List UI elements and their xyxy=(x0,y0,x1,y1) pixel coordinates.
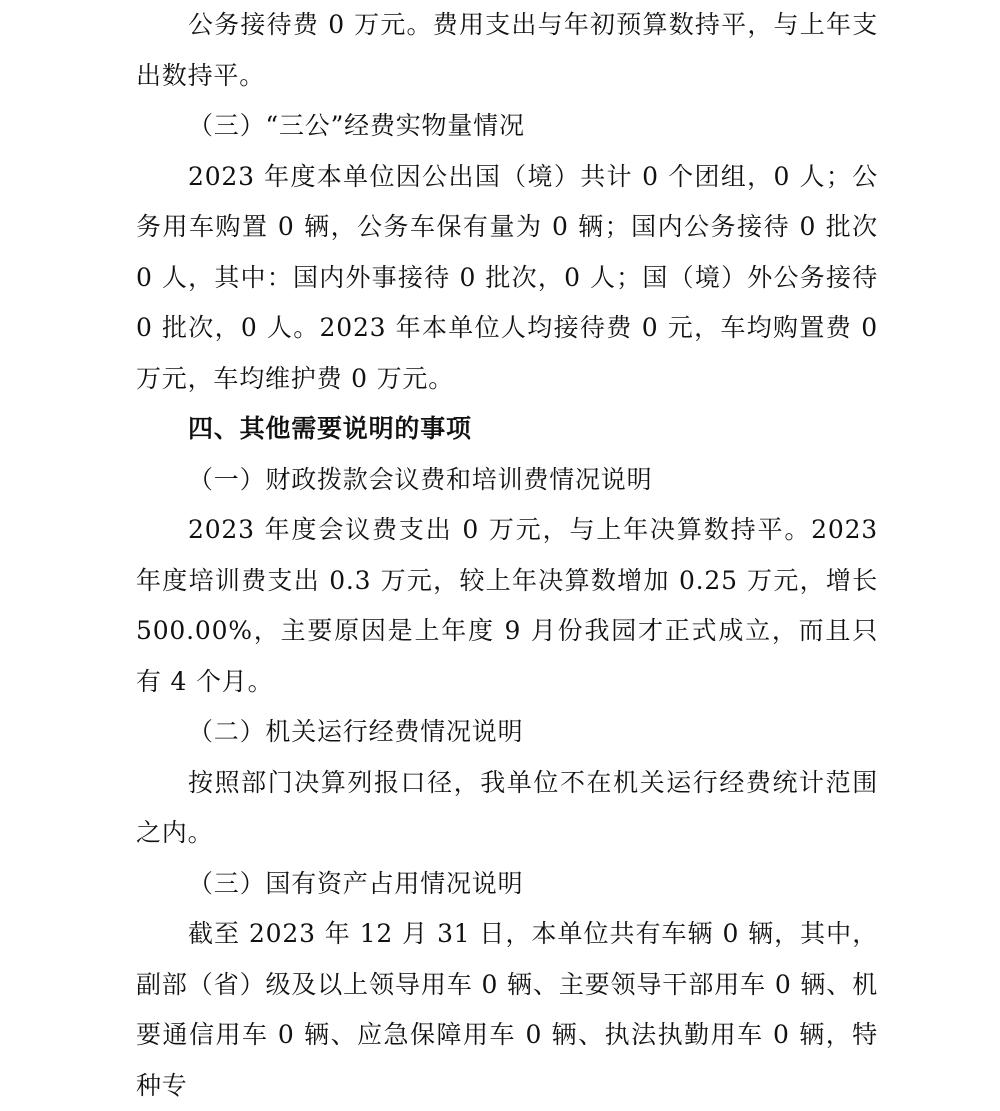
heading-meeting-training: （一）财政拨款会议费和培训费情况说明 xyxy=(188,464,653,494)
heading-other-matters: 四、其他需要说明的事项 xyxy=(188,414,472,443)
heading-operating-expenses: （二）机关运行经费情况说明 xyxy=(188,717,524,746)
paragraph-operating-expenses: 按照部门决算列报口径，我单位不在机关运行经费统计范围之内。 xyxy=(136,767,878,847)
heading-sangong-quantity: （三）“三公”经费实物量情况 xyxy=(188,111,525,140)
paragraph-sangong-quantity: 2023 年度本单位因公出国（境）共计 0 个团组，0 人；公务用车购置 0 辆，公务车保有量为 0 辆；国内公务接待 0 批次 0 人，其中：国内外事接待 0 批次，0 人；国（境）外公务接待 0 批次，0 人。2023 年本单位人均接待费 0 元，车均购置费 0 万元，车均维护费 0 万元。 xyxy=(136,161,878,393)
heading-state-assets: （三）国有资产占用情况说明 xyxy=(188,868,524,898)
paragraph-intro: 公务接待费 0 万元。费用支出与年初预算数持平，与上年支出数持平。 xyxy=(136,10,878,90)
paragraph-state-assets: 截至 2023 年 12 月 31 日，本单位共有车辆 0 辆，其中，副部（省）级及以上领导用车 0 辆、主要领导干部用车 0 辆、机要通信用车 0 辆、应急保障用车 0 辆、执法执勤用车 0 辆，特种专 xyxy=(136,919,878,1100)
document-page xyxy=(136,0,878,1111)
paragraph-meeting-training: 2023 年度会议费支出 0 万元，与上年决算数持平。2023 年度培训费支出 0.3 万元，较上年决算数增加 0.25 万元，增长 500.00%，主要原因是上年度 9 月份我园才正式成立，而且只有 4 个月。 xyxy=(136,515,878,696)
